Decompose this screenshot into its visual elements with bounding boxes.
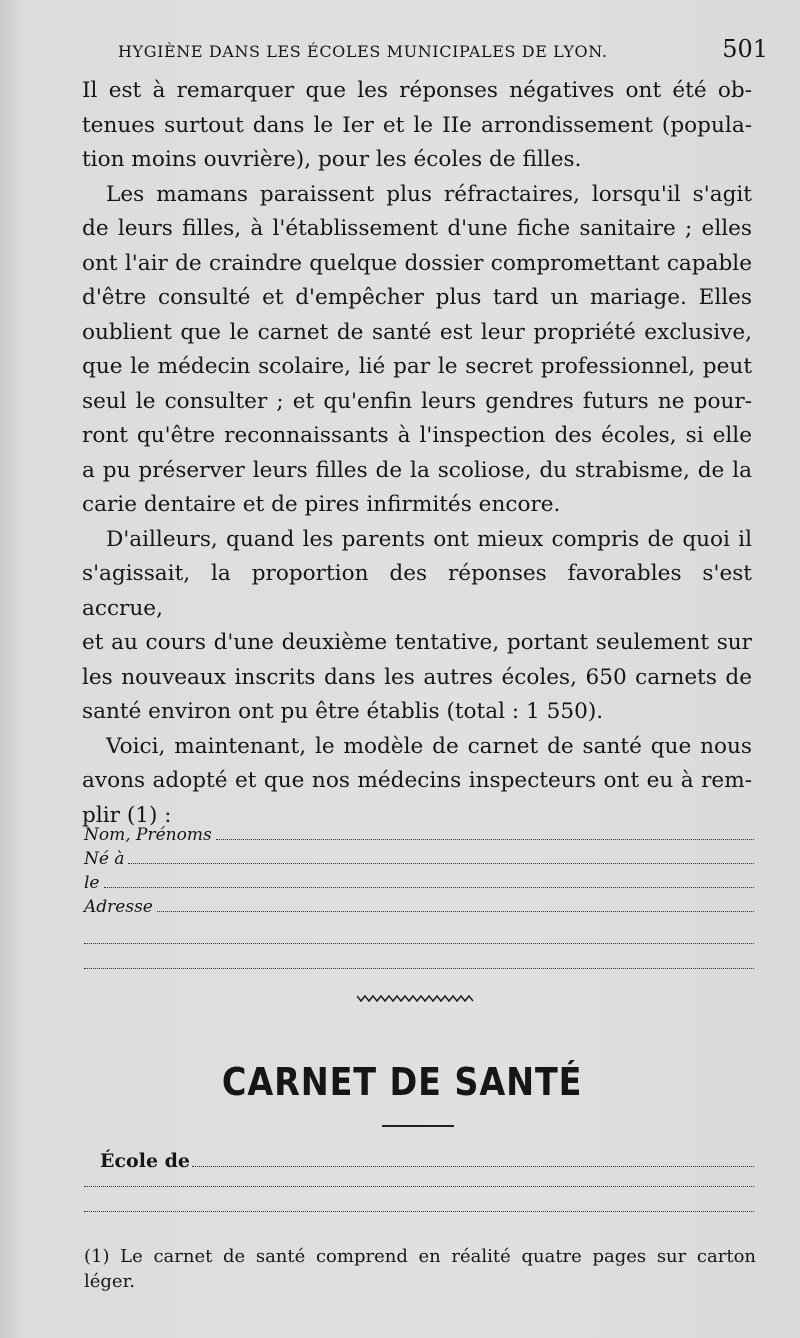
- text-line: D'ailleurs, quand les parents ont mieux compris de quoi il: [106, 526, 752, 552]
- paragraph-1: [82, 74, 752, 178]
- title-rule: [382, 1125, 454, 1127]
- body-text: [82, 74, 752, 833]
- running-title: HYGIÈNE DANS LES ÉCOLES MUNICIPALES DE LYON.: [118, 42, 608, 61]
- text-line: d'être consulté et d'empêcher plus tard un mariage. Elles: [82, 285, 752, 310]
- wavy-ornament: [357, 992, 475, 1004]
- field-ne-a: [84, 847, 754, 871]
- text-line: tion moins ouvrière), pour les écoles de filles.: [82, 147, 582, 172]
- text-line: ont l'air de craindre quelque dossier compromettant capable: [82, 250, 752, 276]
- field-adresse: [84, 895, 754, 919]
- dotted-leader: [157, 895, 754, 912]
- text-line: Il est à remarquer que les réponses négatives ont été ob-: [82, 78, 752, 103]
- field-label: Adresse: [84, 897, 153, 917]
- field-nom-prenoms: [84, 823, 754, 847]
- dotted-line: [84, 1211, 754, 1212]
- text-line: tenues surtout dans le Ier et le IIe arrondissement (popula-: [82, 112, 752, 138]
- paragraph-4: [82, 730, 752, 834]
- dotted-leader: [192, 1150, 754, 1167]
- footnote-line: léger.: [84, 1271, 135, 1292]
- dotted-line: [84, 919, 754, 944]
- carnet-title: CARNET DE SANTÉ: [221, 1060, 583, 1104]
- text-line: Les mamans paraissent plus réfractaires, lorsqu'il s'agit: [106, 181, 752, 207]
- paragraph-3: [82, 523, 752, 730]
- ecole-field: [100, 1150, 754, 1178]
- text-line: carie dentaire et de pires infirmités encore.: [82, 492, 561, 517]
- page-number: 501: [722, 35, 768, 63]
- text-line: de leurs filles, à l'établissement d'une fiche sanitaire ; elles: [82, 216, 752, 241]
- text-line: santé environ ont pu être établis (total : 1 550).: [82, 699, 604, 724]
- field-label: le: [84, 873, 100, 893]
- ecole-label: École de: [100, 1150, 191, 1172]
- field-le: [84, 871, 754, 895]
- dotted-leader: [216, 823, 754, 840]
- text-line: que le médecin scolaire, lié par le secret professionnel, peut: [82, 354, 752, 379]
- dotted-leader: [104, 871, 755, 888]
- page-header: [118, 35, 768, 68]
- footnote: [84, 1244, 756, 1294]
- dotted-line: [84, 944, 754, 969]
- form-fields: [84, 823, 754, 969]
- text-line: plir (1) :: [82, 802, 172, 828]
- field-label: Nom, Prénoms: [84, 825, 212, 845]
- paragraph-2: [82, 178, 752, 523]
- footnote-line: (1) Le carnet de santé comprend en réalité quatre pages sur carton: [84, 1246, 756, 1267]
- text-line: les nouveaux inscrits dans les autres écoles, 650 carnets de: [82, 664, 752, 690]
- text-line: s'agissait, la proportion des réponses favorables s'est accrue,: [82, 561, 752, 621]
- text-line: seul le consulter ; et qu'enfin leurs gendres futurs ne pour-: [82, 388, 752, 414]
- field-label: Né à: [84, 849, 125, 869]
- text-line: ront qu'être reconnaissants à l'inspection des écoles, si elle: [82, 423, 752, 448]
- text-line: oublient que le carnet de santé est leur propriété exclusive,: [82, 319, 752, 345]
- text-line: Voici, maintenant, le modèle de carnet de santé que nous: [106, 733, 752, 759]
- dotted-leader: [128, 847, 754, 864]
- text-line: a pu préserver leurs filles de la scoliose, du strabisme, de la: [82, 457, 752, 483]
- dotted-line: [84, 1186, 754, 1187]
- text-line: avons adopté et que nos médecins inspecteurs ont eu à rem-: [82, 768, 752, 793]
- text-line: et au cours d'une deuxième tentative, portant seulement sur: [82, 630, 752, 655]
